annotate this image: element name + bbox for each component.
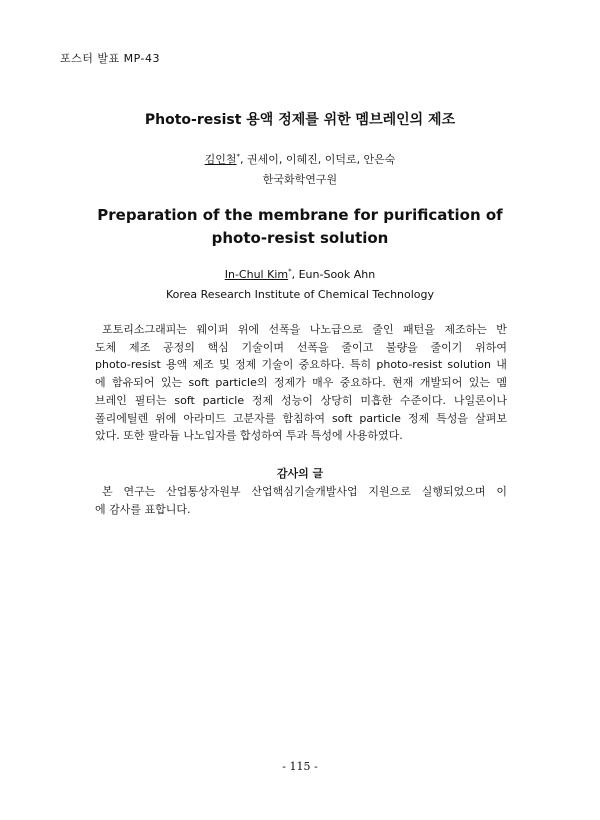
word: 중요하다. — [298, 358, 345, 372]
english-title-line-1: Preparation of the membrane for purification of — [97, 206, 503, 224]
word: particle의 — [215, 376, 268, 390]
word: photo-resist — [95, 358, 161, 372]
word: 매우 — [312, 376, 334, 390]
abstract-body — [95, 321, 507, 445]
word: 기술이며 — [241, 340, 285, 354]
word: 패턴을 — [403, 323, 435, 336]
word: 기술이 — [261, 358, 294, 372]
word: 나일론이나 — [453, 393, 507, 407]
word: 나노급으로 — [309, 323, 363, 336]
abstract-line — [95, 356, 507, 374]
word: 정제가 — [273, 376, 306, 390]
corresponding-author-mark: * — [236, 152, 240, 161]
word: 웨이퍼 — [196, 323, 229, 336]
korean-first-author: 김인철 — [204, 153, 237, 166]
word: 이 — [496, 485, 507, 498]
word: 중요하다. — [339, 376, 386, 390]
word: soft — [331, 411, 353, 425]
word: 지원으로 — [368, 485, 411, 498]
word: 특히 — [349, 358, 372, 372]
word: 상당히 — [320, 393, 353, 407]
word: 있는 — [468, 376, 490, 390]
word: solution — [447, 358, 491, 372]
word: 현재 — [392, 376, 414, 390]
word: 정제 — [407, 411, 430, 425]
page-number: - 115 - — [282, 760, 318, 773]
english-first-author: In-Chul Kim — [224, 268, 289, 281]
word: 내 — [496, 358, 507, 372]
word: soft — [174, 393, 195, 407]
acknowledgement-line: 에 감사를 표합니다. — [95, 502, 191, 516]
word: 본 — [95, 485, 113, 498]
word: 개발되어 — [419, 376, 463, 390]
word: 수준이다. — [400, 393, 447, 407]
word: photo-resist — [376, 358, 443, 372]
english-affiliation: Korea Research Institute of Chemical Technology — [165, 288, 435, 301]
word: 산업통상자원부 — [166, 485, 241, 498]
word: 줄인 — [372, 323, 394, 336]
word: 포토리소그래피는 — [95, 323, 188, 336]
english-authors — [0, 268, 600, 281]
word: 있는 — [160, 376, 183, 390]
korean-affiliation: 한국화학연구원 — [262, 173, 338, 186]
word: 살펴보 — [475, 411, 507, 425]
word: 특성을 — [436, 411, 469, 425]
abstract-line — [95, 339, 507, 357]
session-label: 포스터 발표 MP-43 — [60, 52, 160, 65]
word: 제조 — [128, 340, 151, 354]
acknowledgement-body — [95, 483, 507, 518]
korean-title: Photo-resist 용액 정제를 위한 멤브레인의 제조 — [144, 112, 456, 128]
word: 위하여 — [475, 340, 507, 354]
word: 불량을 — [385, 340, 418, 354]
word: 공정의 — [162, 340, 195, 354]
acknowledgement-title: 감사의 글 — [276, 467, 324, 480]
abstract-line: 았다. 또한 팔라듐 나노입자를 합성하여 투과 특성에 사용하였다. — [95, 429, 403, 443]
word: 위에 — [155, 411, 177, 425]
abstract-line — [95, 410, 507, 428]
word: particle — [202, 393, 245, 407]
word: 미흡한 — [360, 393, 393, 407]
word: 폴리에틸렌 — [95, 411, 149, 425]
korean-coauthors: , 권세이, 이혜진, 이덕로, 안은숙 — [239, 153, 396, 166]
english-coauthors: , Eun-Sook Ahn — [291, 268, 376, 281]
korean-authors — [0, 151, 600, 167]
word: 제조하는 — [444, 323, 487, 336]
word: 반 — [496, 323, 507, 336]
word: 실행되었으며 — [421, 485, 486, 498]
word: 브레인 — [95, 393, 127, 407]
word: 위에 — [237, 323, 260, 336]
word: 선폭을 — [296, 340, 329, 354]
word: 아라미드 — [183, 411, 226, 425]
word: 선폭을 — [268, 323, 301, 336]
word: 함유되어 — [112, 376, 155, 390]
word: 용액 — [166, 358, 188, 372]
word: 도체 — [95, 340, 117, 354]
abstract-line — [95, 321, 507, 339]
word: 정제 — [251, 393, 274, 407]
english-title-line-2: photo-resist solution — [211, 229, 389, 247]
word: 줄이고 — [341, 340, 374, 354]
word: 연구는 — [123, 485, 156, 498]
word: particle — [359, 411, 401, 425]
acknowledgement-line — [95, 483, 507, 501]
abstract-line — [95, 392, 507, 410]
word: 산업핵심기술개발사업 — [251, 485, 358, 498]
word: 정제 — [234, 358, 257, 372]
word: 고분자를 — [232, 411, 276, 425]
word: 필터는 — [134, 393, 167, 407]
word: 제조 — [192, 358, 214, 372]
abstract-line — [95, 374, 507, 392]
word: 줄이기 — [430, 340, 463, 354]
word: 에 — [95, 376, 106, 390]
word: 성능이 — [280, 393, 313, 407]
english-title — [0, 204, 600, 250]
word: soft — [188, 376, 209, 390]
word: 멤 — [496, 376, 507, 390]
word: 및 — [219, 358, 230, 372]
word: 함침하여 — [282, 411, 325, 425]
word: 핵심 — [207, 340, 229, 354]
corresponding-author-mark-en: * — [288, 267, 292, 276]
